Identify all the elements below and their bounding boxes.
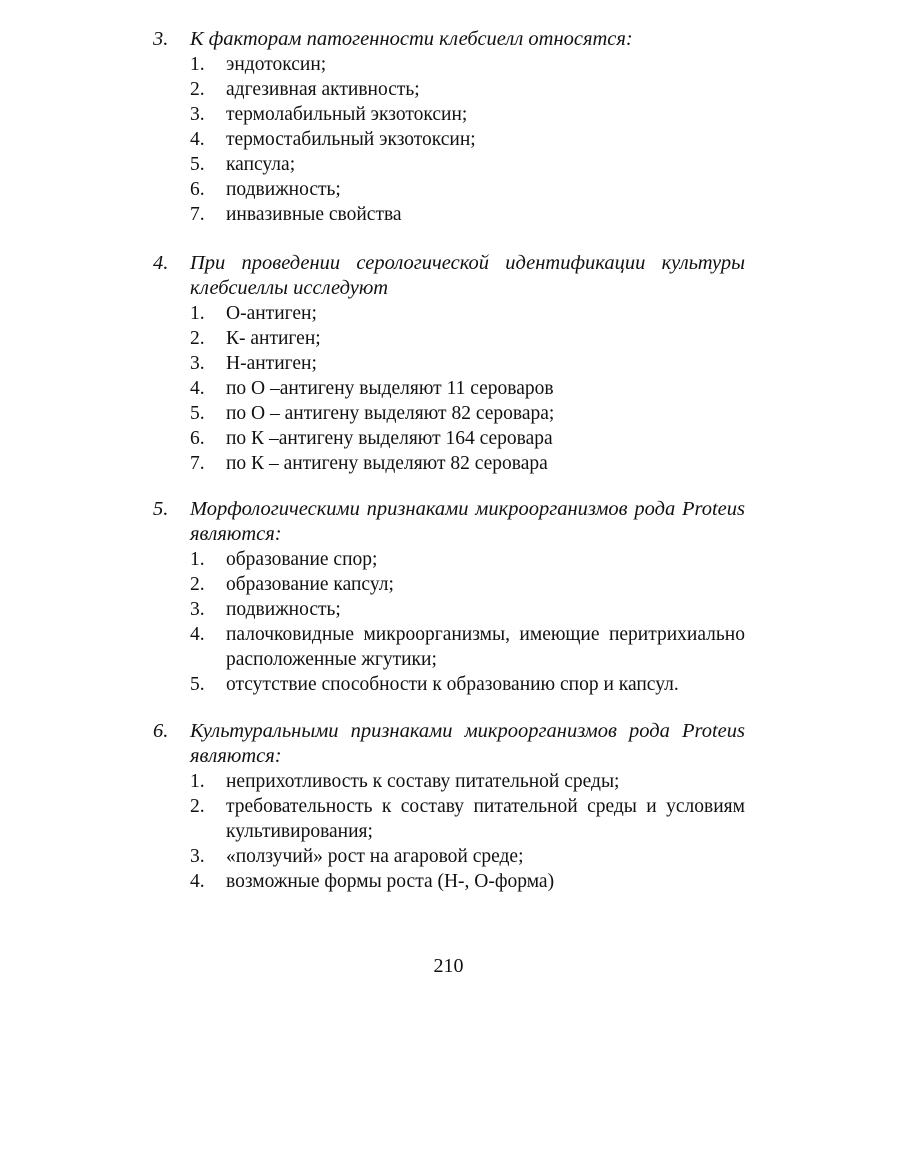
answer-item bbox=[150, 426, 745, 451]
answer-text: образование капсул; bbox=[226, 574, 394, 595]
answer-text: подвижность; bbox=[226, 599, 341, 620]
answer-item bbox=[150, 77, 745, 102]
question-heading bbox=[150, 251, 745, 301]
answer-text: «ползучий» рост на агаровой среде; bbox=[226, 846, 524, 867]
answer-text: Н-антиген; bbox=[226, 353, 317, 374]
answer-item bbox=[150, 351, 745, 376]
answer-text: О-антиген; bbox=[226, 303, 317, 324]
answer-item bbox=[150, 177, 745, 202]
answer-number: 2. bbox=[190, 328, 205, 349]
answer-list bbox=[150, 547, 745, 697]
answer-text: капсула; bbox=[226, 154, 296, 175]
answer-text: по К –антигену выделяют 164 серовара bbox=[226, 428, 553, 449]
answer-item bbox=[150, 401, 745, 426]
answer-text: по К – антигену выделяют 82 серовара bbox=[226, 453, 548, 474]
answer-text: К- антиген; bbox=[226, 328, 321, 349]
answer-number: 4. bbox=[190, 378, 205, 399]
question-3 bbox=[150, 27, 745, 227]
answer-list bbox=[150, 301, 745, 476]
answer-item bbox=[150, 622, 745, 672]
answer-number: 3. bbox=[190, 599, 205, 620]
answer-number: 3. bbox=[190, 353, 205, 374]
answer-number: 5. bbox=[190, 154, 205, 175]
answer-item bbox=[150, 451, 745, 476]
answer-number: 2. bbox=[190, 79, 205, 100]
question-heading bbox=[150, 719, 745, 769]
answer-text: по О – антигену выделяют 82 серовара; bbox=[226, 403, 555, 424]
question-heading bbox=[150, 497, 745, 547]
answer-number: 3. bbox=[190, 846, 205, 867]
answer-number: 1. bbox=[190, 771, 205, 792]
answer-item bbox=[150, 127, 745, 152]
answer-number: 1. bbox=[190, 54, 205, 75]
answer-text: возможные формы роста (Н-, О-форма) bbox=[226, 871, 555, 892]
answer-text: адгезивная активность; bbox=[226, 79, 420, 100]
answer-number: 3. bbox=[190, 104, 205, 125]
answer-item bbox=[150, 572, 745, 597]
answer-item bbox=[150, 672, 745, 697]
answer-item bbox=[150, 844, 745, 869]
answer-item bbox=[150, 102, 745, 127]
answer-number: 4. bbox=[190, 129, 205, 150]
answer-item bbox=[150, 794, 745, 844]
answer-text: термолабильный экзотоксин; bbox=[226, 104, 468, 125]
answer-item bbox=[150, 547, 745, 572]
answer-item bbox=[150, 301, 745, 326]
answer-number: 2. bbox=[190, 796, 205, 817]
question-5 bbox=[150, 497, 745, 697]
answer-number: 6. bbox=[190, 428, 205, 449]
question-number: 4. bbox=[153, 252, 169, 274]
answer-list bbox=[150, 769, 745, 894]
question-6 bbox=[150, 719, 745, 894]
answer-text: по О –антигену выделяют 11 сероваров bbox=[226, 378, 554, 399]
answer-number: 1. bbox=[190, 303, 205, 324]
answer-item bbox=[150, 869, 745, 894]
question-text: При проведении серологической идентификации культуры клебсиеллы исследуют bbox=[190, 252, 745, 299]
answer-item bbox=[150, 52, 745, 77]
answer-number: 6. bbox=[190, 179, 205, 200]
answer-text: палочковидные микроорганизмы, имеющие перитрихиально расположенные жгутики; bbox=[226, 624, 745, 670]
answer-number: 4. bbox=[190, 871, 205, 892]
answer-text: неприхотливость к составу питательной среды; bbox=[226, 771, 620, 792]
answer-number: 5. bbox=[190, 403, 205, 424]
answer-number: 7. bbox=[190, 204, 205, 225]
question-text: Культуральными признаками микроорганизмов рода Proteus являются: bbox=[190, 720, 745, 767]
answer-text: эндотоксин; bbox=[226, 54, 327, 75]
answer-text: подвижность; bbox=[226, 179, 341, 200]
answer-number: 2. bbox=[190, 574, 205, 595]
answer-number: 7. bbox=[190, 453, 205, 474]
answer-text: термостабильный экзотоксин; bbox=[226, 129, 476, 150]
question-number: 6. bbox=[153, 720, 169, 742]
answer-text: требовательность к составу питательной среды и условиям культивирования; bbox=[226, 796, 745, 842]
answer-item bbox=[150, 152, 745, 177]
answer-text: инвазивные свойства bbox=[226, 204, 402, 225]
question-4 bbox=[150, 251, 745, 476]
question-number: 3. bbox=[153, 28, 169, 50]
answer-number: 5. bbox=[190, 674, 205, 695]
question-number: 5. bbox=[153, 498, 169, 520]
page-number: 210 bbox=[433, 955, 464, 977]
answer-number: 1. bbox=[190, 549, 205, 570]
answer-text: образование спор; bbox=[226, 549, 378, 570]
question-text: К факторам патогенности клебсиелл относятся: bbox=[190, 28, 633, 50]
question-heading bbox=[150, 27, 745, 52]
answer-item bbox=[150, 376, 745, 401]
answer-item bbox=[150, 326, 745, 351]
answer-list bbox=[150, 52, 745, 227]
question-text: Морфологическими признаками микроорганизмов рода Proteus являются: bbox=[190, 498, 745, 545]
answer-text: отсутствие способности к образованию спор и капсул. bbox=[226, 674, 679, 695]
answer-number: 4. bbox=[190, 624, 205, 645]
answer-item bbox=[150, 769, 745, 794]
answer-item bbox=[150, 597, 745, 622]
answer-item bbox=[150, 202, 745, 227]
